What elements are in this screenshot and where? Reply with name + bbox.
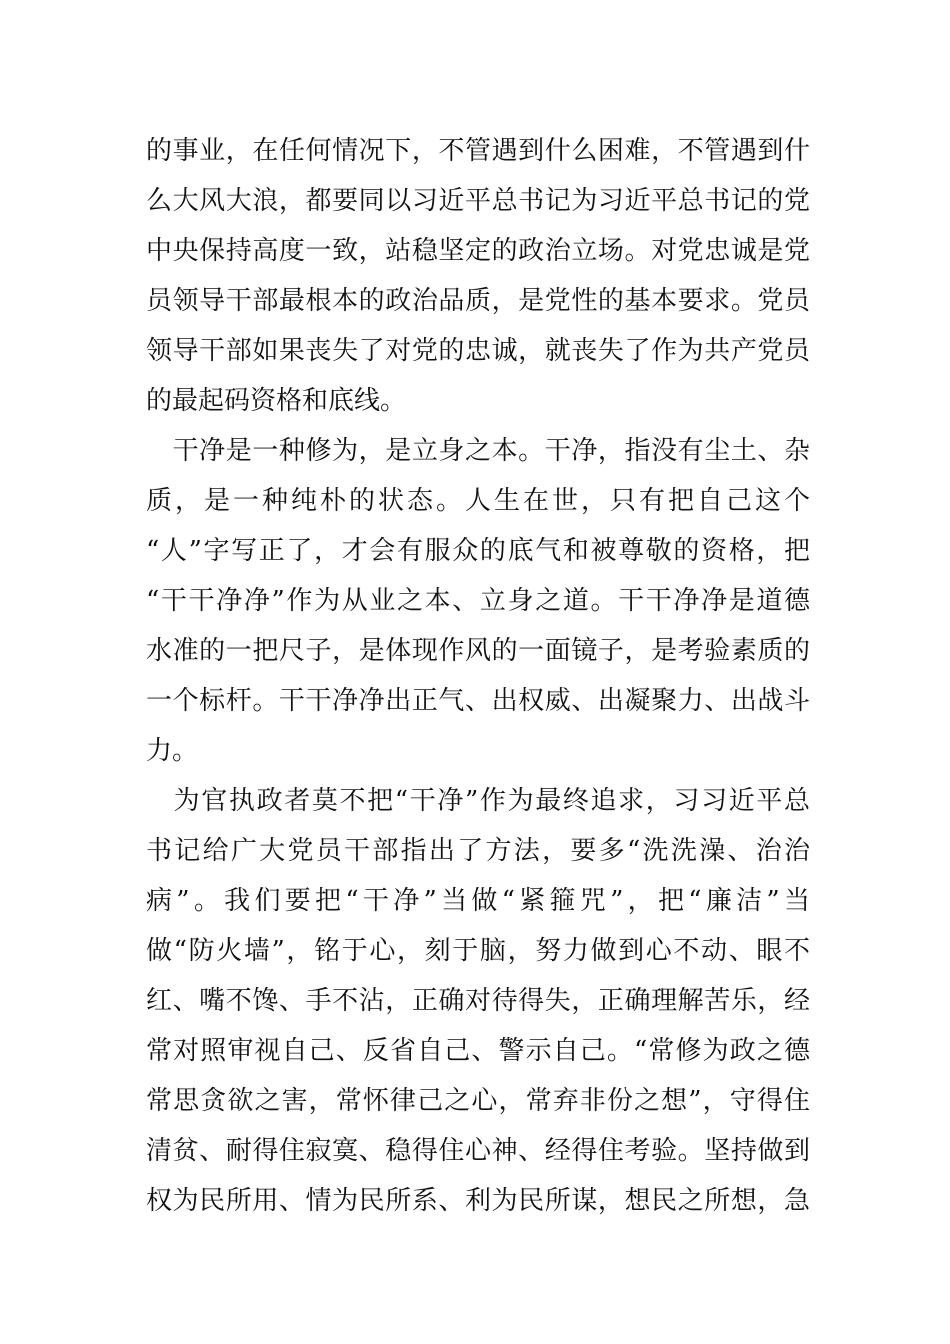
text-line: “人”字写正了，才会有服众的底气和被尊敬的资格，把 xyxy=(146,536,810,566)
text-line: 做“防火墙”，铭于心，刻于脑，努力做到心不动、眼不 xyxy=(146,936,810,966)
text-line: 权为民所用、情为民所系、利为民所谋，想民之所想，急 xyxy=(146,1186,810,1216)
text-line: “干干净净”作为从业之本、立身之道。干干净净是道德 xyxy=(146,586,810,616)
text-line: 书记给广大党员干部指出了方法，要多“洗洗澡、治治 xyxy=(146,836,810,866)
text-line: 质，是一种纯朴的状态。人生在世，只有把自己这个 xyxy=(146,486,810,516)
text-line: 清贫、耐得住寂寞、稳得住心神、经得住考验。坚持做到 xyxy=(146,1136,810,1166)
text-line: 么大风大浪，都要同以习近平总书记为习近平总书记的党 xyxy=(146,186,810,216)
text-line: 员领导干部最根本的政治品质，是党性的基本要求。党员 xyxy=(146,286,810,316)
text-line: 为官执政者莫不把“干净”作为最终追求，习习近平总 xyxy=(146,786,810,816)
text-line: 干净是一种修为，是立身之本。干净，指没有尘土、杂 xyxy=(146,436,810,466)
text-line: 常对照审视自己、反省自己、警示自己。“常修为政之德 xyxy=(146,1036,810,1066)
text-line: 中央保持高度一致，站稳坚定的政治立场。对党忠诚是党 xyxy=(146,236,810,266)
text-line: 力。 xyxy=(146,736,199,766)
text-line: 的最起码资格和底线。 xyxy=(146,386,407,416)
text-line: 常思贪欲之害，常怀律己之心，常弃非份之想”，守得住 xyxy=(146,1086,810,1116)
text-line: 一个标杆。干干净净出正气、出权威、出凝聚力、出战斗 xyxy=(146,686,810,716)
text-line: 领导干部如果丧失了对党的忠诚，就丧失了作为共产党员 xyxy=(146,336,810,366)
text-line: 水准的一把尺子，是体现作风的一面镜子，是考验素质的 xyxy=(146,636,810,666)
text-line: 红、嘴不馋、手不沾，正确对待得失，正确理解苦乐，经 xyxy=(146,986,810,1016)
text-line: 病”。我们要把“干净”当做“紧箍咒”，把“廉洁”当 xyxy=(146,886,810,916)
body-text xyxy=(146,126,810,1226)
text-line: 的事业，在任何情况下，不管遇到什么困难，不管遇到什 xyxy=(146,136,810,166)
